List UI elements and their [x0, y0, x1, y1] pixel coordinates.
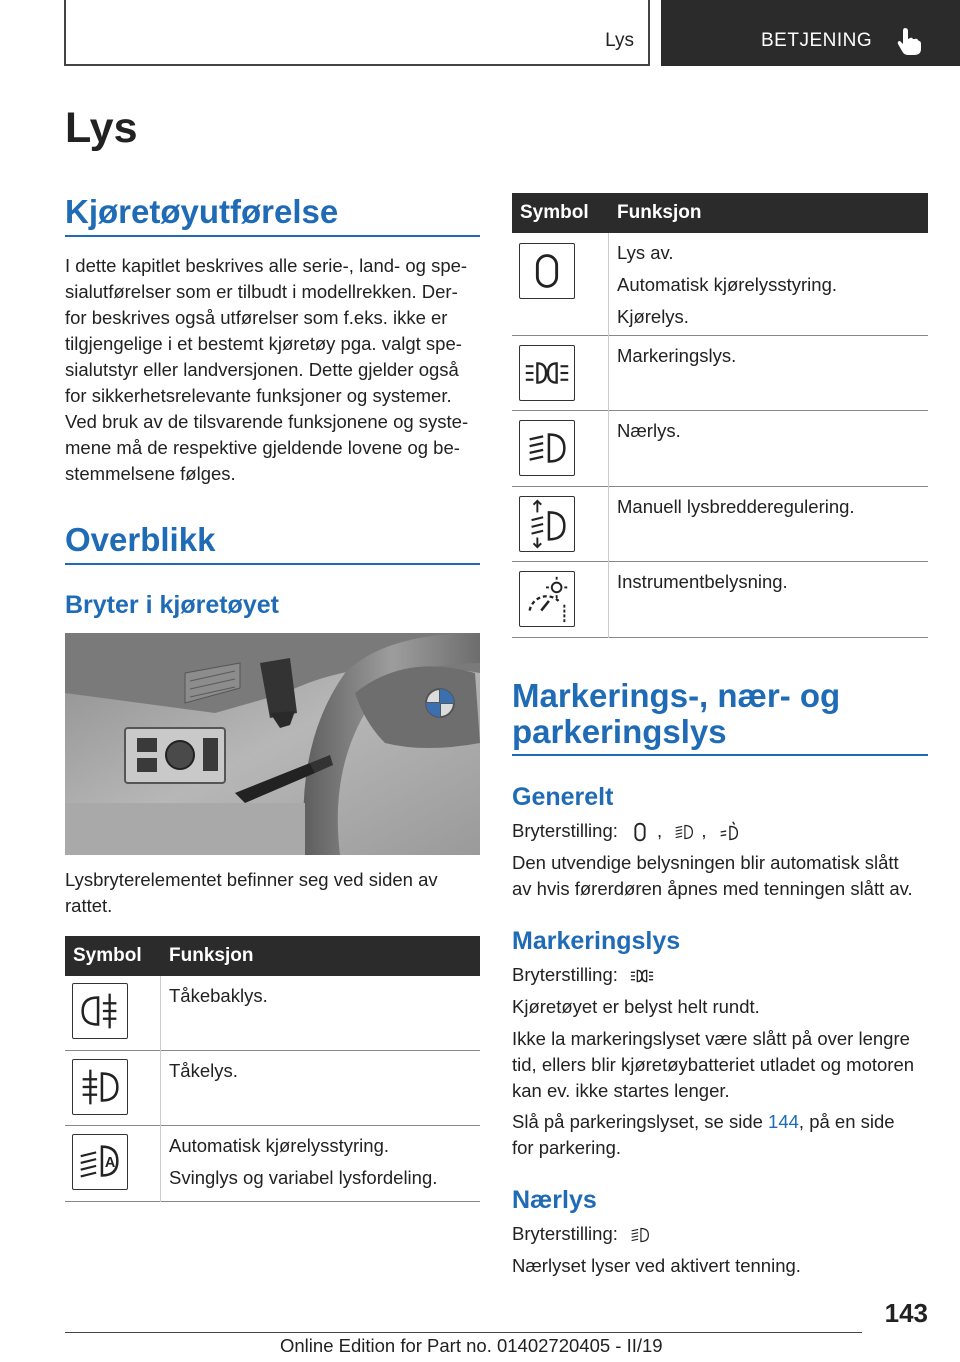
- header-section-title: Lys: [605, 30, 634, 51]
- function-text: Tåkebaklys.: [169, 985, 268, 1006]
- function-text: Markeringslys.: [617, 345, 737, 366]
- header-chapter-title: BETJENING: [761, 30, 873, 51]
- column-symbol: Symbol: [73, 945, 142, 966]
- lights-off-icon: [627, 819, 653, 845]
- table-row: [512, 336, 928, 411]
- heading-general: Generelt: [512, 783, 614, 811]
- sidelights-switch-position: Bryterstilling:: [512, 962, 932, 989]
- function-text: Nærlys.: [617, 420, 681, 441]
- photo-caption: Lysbryterelementet befinner seg ved siden av rattet.: [65, 869, 438, 916]
- function-text: Manuell lysbredderegulering.: [617, 496, 855, 517]
- lowbeam-switch-position: Bryterstilling:: [512, 1221, 932, 1248]
- header-section-tab: [64, 0, 650, 66]
- svg-text:A: A: [104, 1154, 116, 1171]
- column-function: Funksjon: [169, 945, 254, 966]
- footer-rule: [65, 1332, 862, 1333]
- light-switch-photo: [65, 633, 480, 855]
- function-text: Automatisk kjørelysstyring. Svinglys og variabel lysfordeling.: [169, 1135, 438, 1188]
- sidelights-parking-text: Slå på parkeringslyset, se side 144, på en side for parkering.: [512, 1111, 895, 1158]
- column-symbol: Symbol: [520, 202, 589, 223]
- general-text: Den utvendige belysningen blir automatisk slått av hvis førerdøren åpnes med tenningen slått av.: [512, 852, 913, 899]
- function-text: Lys av. Automatisk kjørelysstyring. Kjørelys.: [617, 242, 837, 327]
- heading-vehicle-version: Kjøretøyutførelse: [65, 193, 339, 230]
- heading-rule: [65, 563, 480, 565]
- front-fog-light-icon: [72, 1059, 128, 1115]
- right-table-header: [512, 193, 928, 233]
- side-lights-icon: [519, 345, 575, 401]
- heading-low-beam: Nærlys: [512, 1186, 597, 1214]
- lowbeam-text: Nærlyset lyser ved aktivert tenning.: [512, 1255, 801, 1276]
- heading-overview: Overblikk: [65, 521, 216, 558]
- parking-light-icon: [716, 819, 742, 845]
- general-switch-position: Bryterstilling: , ,: [512, 818, 932, 845]
- table-row: [512, 562, 928, 638]
- left-table-header: [65, 936, 480, 976]
- table-row: [512, 487, 928, 562]
- sidelights-text-1: Kjøretøyet er belyst helt rundt.: [512, 996, 760, 1017]
- low-beam-icon: [627, 1222, 653, 1248]
- lights-off-icon: [519, 243, 575, 299]
- table-row: [65, 1126, 480, 1202]
- table-row: [65, 976, 480, 1051]
- table-row: [512, 233, 928, 336]
- hand-pointer-icon: [895, 26, 923, 56]
- side-lights-icon: [627, 963, 657, 989]
- function-text: Tåkelys.: [169, 1060, 238, 1081]
- page-title: Lys: [65, 104, 138, 152]
- heading-switch-in-vehicle: Bryter i kjøretøyet: [65, 591, 279, 619]
- function-text: Instrumentbelysning.: [617, 571, 788, 592]
- table-row: [65, 1051, 480, 1126]
- heading-side-lights: Markeringslys: [512, 927, 681, 955]
- headlight-range-icon: [519, 496, 575, 552]
- auto-headlight-icon: [72, 1134, 128, 1190]
- instrument-lighting-icon: [519, 571, 575, 627]
- column-divider: [608, 233, 609, 638]
- page-link[interactable]: 144: [768, 1111, 799, 1132]
- column-function: Funksjon: [617, 202, 702, 223]
- heading-rule: [65, 235, 480, 237]
- footer-edition: Online Edition for Part no. 01402720405 - II/19: [280, 1335, 663, 1356]
- vehicle-version-text: I dette kapitlet beskrives alle serie-, land- og spe- sialutførelser som er tilbudt i modellrekken. Der- for beskrives også utførelser som f.eks. ikke er tilgjengelige i et bestemt kjøretøy pga. valgt spe- sialutstyr eller landversjonen. Dette gjelder også for sikkerhetsrelevante funksjoner og systemer. Ved bruk av de tilsvarende funksjonene og syste- mene må de respektive gjeldende lovene og be- stemmelsene følges.: [65, 255, 469, 484]
- heading-marking-low-parking: Markerings-, nær- og parkeringslys: [512, 677, 841, 750]
- sidelights-warning-text: Ikke la markeringslyset være slått på over lengre tid, ellers blir kjøretøybatteriet utladet og motoren kan ev. ikke startes lenger.: [512, 1028, 915, 1101]
- header-chapter-tab: [661, 0, 960, 66]
- page-number: 143: [884, 1298, 928, 1328]
- column-divider: [160, 976, 161, 1202]
- low-beam-icon: [519, 420, 575, 476]
- low-beam-icon: [671, 819, 697, 845]
- table-row: [512, 411, 928, 487]
- heading-rule: [512, 754, 928, 756]
- rear-fog-light-icon: [72, 983, 128, 1039]
